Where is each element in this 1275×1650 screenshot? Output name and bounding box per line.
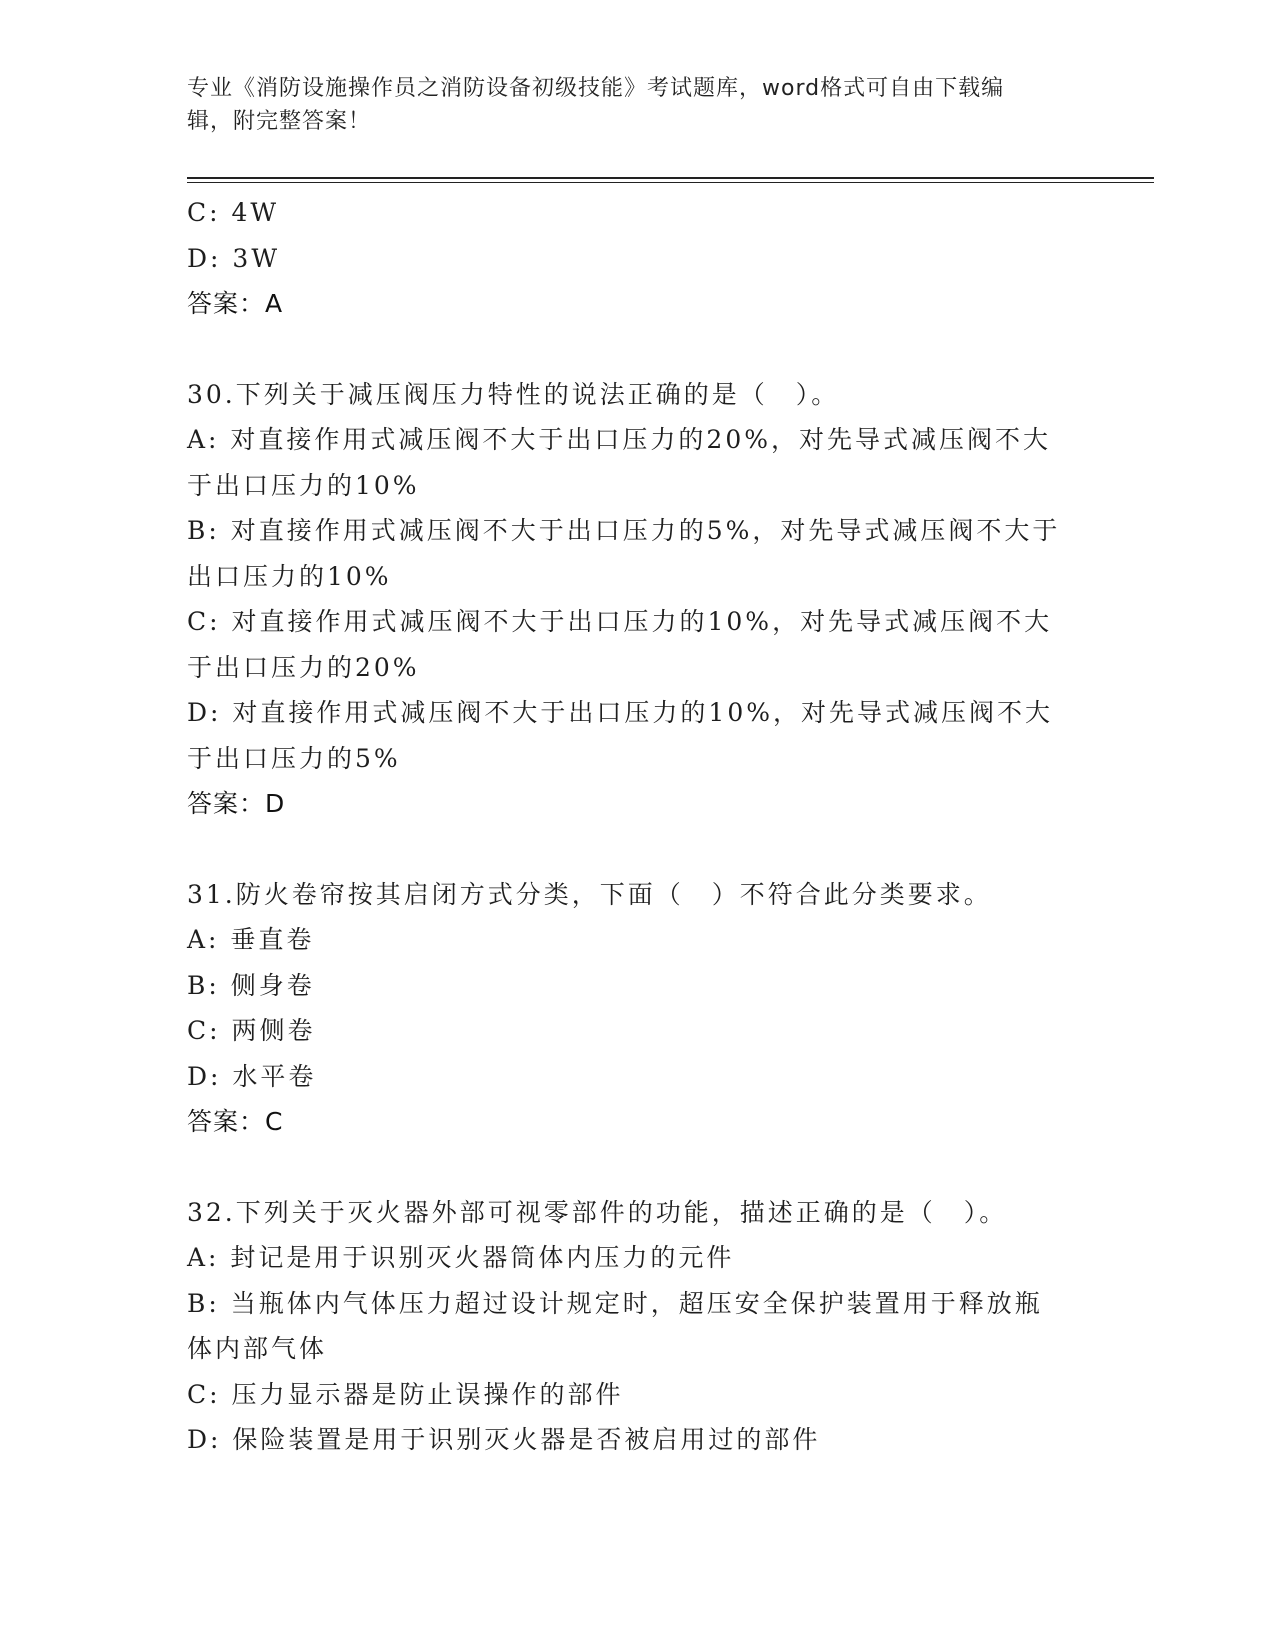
question-31-option-a: A: 垂直卷 [187, 925, 315, 954]
document-header [187, 72, 1067, 138]
question-30-option-d-cont: 于出口压力的5% [187, 743, 401, 773]
question-32-option-d: D: 保险装置是用于识别灭火器是否被启用过的部件 [187, 1425, 821, 1454]
question-list [187, 190, 1087, 1463]
question-30-option-d: D: 对直接作用式减压阀不大于出口压力的10%，对先导式减压阀不大 [187, 698, 1053, 727]
question-32-option-c: C: 压力显示器是防止误操作的部件 [187, 1379, 624, 1409]
prev-answer: 答案：A [187, 289, 284, 318]
question-30-option-a-cont: 于出口压力的10% [187, 470, 420, 500]
question-30-answer: 答案：D [187, 789, 286, 818]
question-30-option-b-cont: 出口压力的10% [187, 561, 392, 591]
question-30-option-c: C: 对直接作用式减压阀不大于出口压力的10%，对先导式减压阀不大 [187, 607, 1053, 636]
prev-option-d: D: 3W [187, 243, 281, 273]
question-32-stem: 32.下列关于灭火器外部可视零部件的功能，描述正确的是（ ）。 [187, 1197, 1008, 1227]
question-30-option-c-cont: 于出口压力的20% [187, 652, 420, 682]
header-divider-thick [187, 177, 1154, 179]
question-32-option-b-cont: 体内部气体 [187, 1334, 328, 1363]
question-30-option-b: B: 对直接作用式减压阀不大于出口压力的5%，对先导式减压阀不大于 [187, 516, 1061, 545]
question-31-stem: 31.防火卷帘按其启闭方式分类，下面（ ）不符合此分类要求。 [187, 879, 992, 909]
question-30 [187, 372, 1087, 827]
question-31-answer: 答案：C [187, 1107, 284, 1136]
question-31-option-c: C: 两侧卷 [187, 1016, 316, 1045]
question-32-option-a: A: 封记是用于识别灭火器筒体内压力的元件 [187, 1243, 735, 1272]
spacer [187, 327, 1087, 372]
spacer [187, 1145, 1087, 1190]
spacer [187, 827, 1087, 872]
header-line-2: 辑，附完整答案！ [187, 109, 372, 134]
question-30-option-a: A: 对直接作用式减压阀不大于出口压力的20%，对先导式减压阀不大 [187, 425, 1051, 454]
question-32-option-b: B: 当瓶体内气体压力超过设计规定时，超压安全保护装置用于释放瓶 [187, 1288, 1043, 1318]
question-31-option-d: D: 水平卷 [187, 1061, 317, 1091]
question-30-stem: 30.下列关于减压阀压力特性的说法正确的是（ ）。 [187, 379, 840, 409]
header-line-1: 专业《消防设施操作员之消防设备初级技能》考试题库，word格式可自由下载编 [187, 76, 1005, 101]
question-31 [187, 872, 1087, 1145]
question-32 [187, 1190, 1087, 1463]
prev-option-c: C: 4W [187, 198, 280, 227]
header-divider-thin [187, 182, 1154, 183]
question-31-option-b: B: 侧身卷 [187, 970, 315, 1000]
